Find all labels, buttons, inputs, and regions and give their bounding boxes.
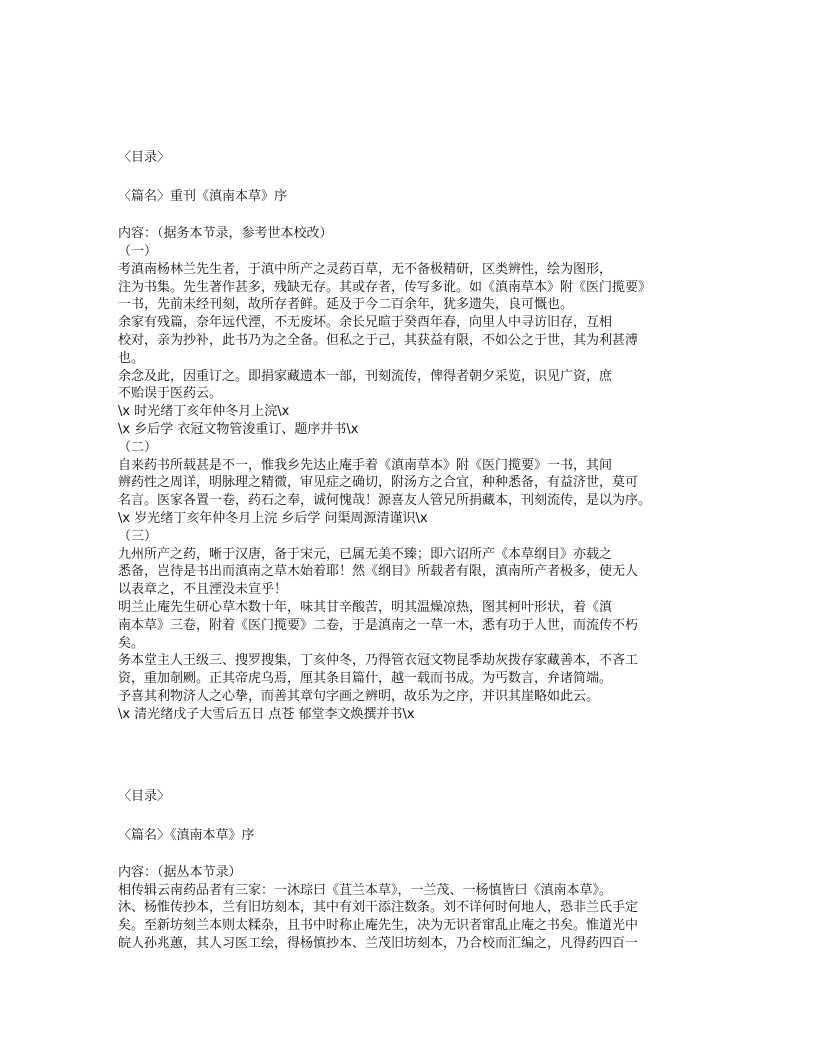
text-line: 皖人孙兆蕙，其人习医工绘，得杨慎抄本、兰茂旧坊刻本，乃合校而汇编之，凡得药四百一	[118, 935, 639, 951]
text-line: 明兰止庵先生研心草木数十年，味其甘辛酸苦，明其温燥凉热，图其柯叶形状，着《滇	[118, 599, 613, 615]
text-line: 余念及此，因重订之。即捐家藏遗本一部，刊刻流传，俾得者朝夕采览，识见广资，庶	[118, 368, 613, 384]
document-page	[118, 149, 718, 953]
text-line: 相传辑云南药品者有三家：一沐琮曰《苴兰本草》，一兰茂、一杨慎皆曰《滇南本草》。	[118, 882, 613, 898]
content-label: 内容：（据丛本节录）	[118, 864, 242, 880]
text-line: 考滇南杨林兰先生者，于滇中所产之灵药百草，无不备极精研，区类辨性，绘为图形，	[118, 261, 613, 277]
text-line: 校对，亲为抄补，此书乃为之全备。但私之于己，其获益有限，不如公之于世，其为利甚溥	[118, 332, 639, 348]
text-line: \x 乡后学 衣冠文物管浚重订、题序并书\x	[118, 421, 359, 437]
content-body	[118, 243, 718, 724]
text-line: 资，重加剞劂。正其帝虎乌焉，厘其条目篇什，越一载而书成。为丐数言，弁诸简端。	[118, 671, 613, 687]
text-line: 余家有残篇，奈年远代湮，不无废坏。余长兄暄于癸酉年春，向里人中寻访旧存，互相	[118, 315, 613, 331]
text-line: 悉备，岂待是书出而滇南之草木始着耶！然《纲目》所载者有限，滇南所产者极多，使无人	[118, 564, 639, 580]
text-line: \x 岁光绪丁亥年仲冬月上浣 乡后学 问渠周源清谨识\x	[118, 510, 428, 526]
text-line: （一）	[118, 244, 158, 259]
content-label: 内容：（据务本节录，参考世本校改）	[118, 226, 333, 241]
text-line: （三）	[118, 528, 158, 544]
toc-label: 〈目录〉	[118, 150, 171, 165]
text-line: 矣。	[118, 635, 145, 651]
text-line: 务本堂主人王级三、搜罗搜集，丁亥仲冬，乃得管衣冠文物昆季劫灰拨存家藏善本，不吝工	[118, 653, 639, 669]
text-line: 予喜其利物济人之心挚，而善其章句字画之辨明，故乐为之序，并识其崖略如此云。	[118, 688, 600, 704]
text-line: 自来药书所载甚是不一，惟我乡先达止庵手着《滇南草本》附《医门揽要》一书，其间	[118, 457, 613, 473]
text-line: 矣。至新坊刻兰本则太糅杂，且书中时称止庵先生，决为无识者窜乱止庵之书矣。惟道光中	[118, 918, 639, 934]
chapter-title: 〈篇名〉《滇南本草》序	[118, 827, 255, 843]
chapter-title: 〈篇名〉重刊《滇南本草》序	[118, 189, 288, 204]
content-body	[118, 882, 718, 953]
section-2	[118, 788, 718, 953]
toc-label: 〈目录〉	[118, 788, 171, 804]
text-line: 也。	[118, 350, 145, 366]
section-1	[118, 149, 718, 724]
text-line: 南本草》三卷，附着《医门揽要》二卷，于是滇南之一草一木，悉有功于人世，而流传不朽	[118, 617, 639, 633]
text-line: 沐、杨惟传抄本，兰有旧坊刻本，其中有刘干添注数条。刘不详何时何地人，恐非兰氏手定	[118, 900, 639, 916]
text-line: \x 清光绪戊子大雪后五日 点苍 郁堂李文焕撰并书\x	[118, 706, 415, 722]
text-line: 不贻误于医药云。	[118, 386, 223, 402]
text-line: \x 时光绪丁亥年仲冬月上浣\x	[118, 404, 290, 420]
text-line: 名言。医家各置一卷，药石之奉，诚何愧哉！源喜友人管兄所捐藏本，刊刻流传，是以为序。	[118, 493, 652, 509]
text-line: 注为书集。先生著作甚多，残缺无存。其或存者，传写多讹。如《滇南草本》附《医门揽要》	[118, 279, 652, 295]
text-line: （二）	[118, 439, 158, 455]
text-line: 以表章之，不且湮没未宣乎！	[118, 582, 288, 598]
text-line: 辨药性之周详，明脉理之精微，审见症之确切，附汤方之合宜，种种悉备，有益济世，莫可	[118, 475, 639, 491]
text-line: 九州所产之药，晰于汉唐，备于宋元，已属无美不臻；即六诏所产《本草纲目》亦载之	[118, 546, 613, 562]
text-line: 一书，先前未经刊刻，故所存者鲜。延及于今二百余年，犹多遗失，良可慨也。	[118, 297, 574, 313]
